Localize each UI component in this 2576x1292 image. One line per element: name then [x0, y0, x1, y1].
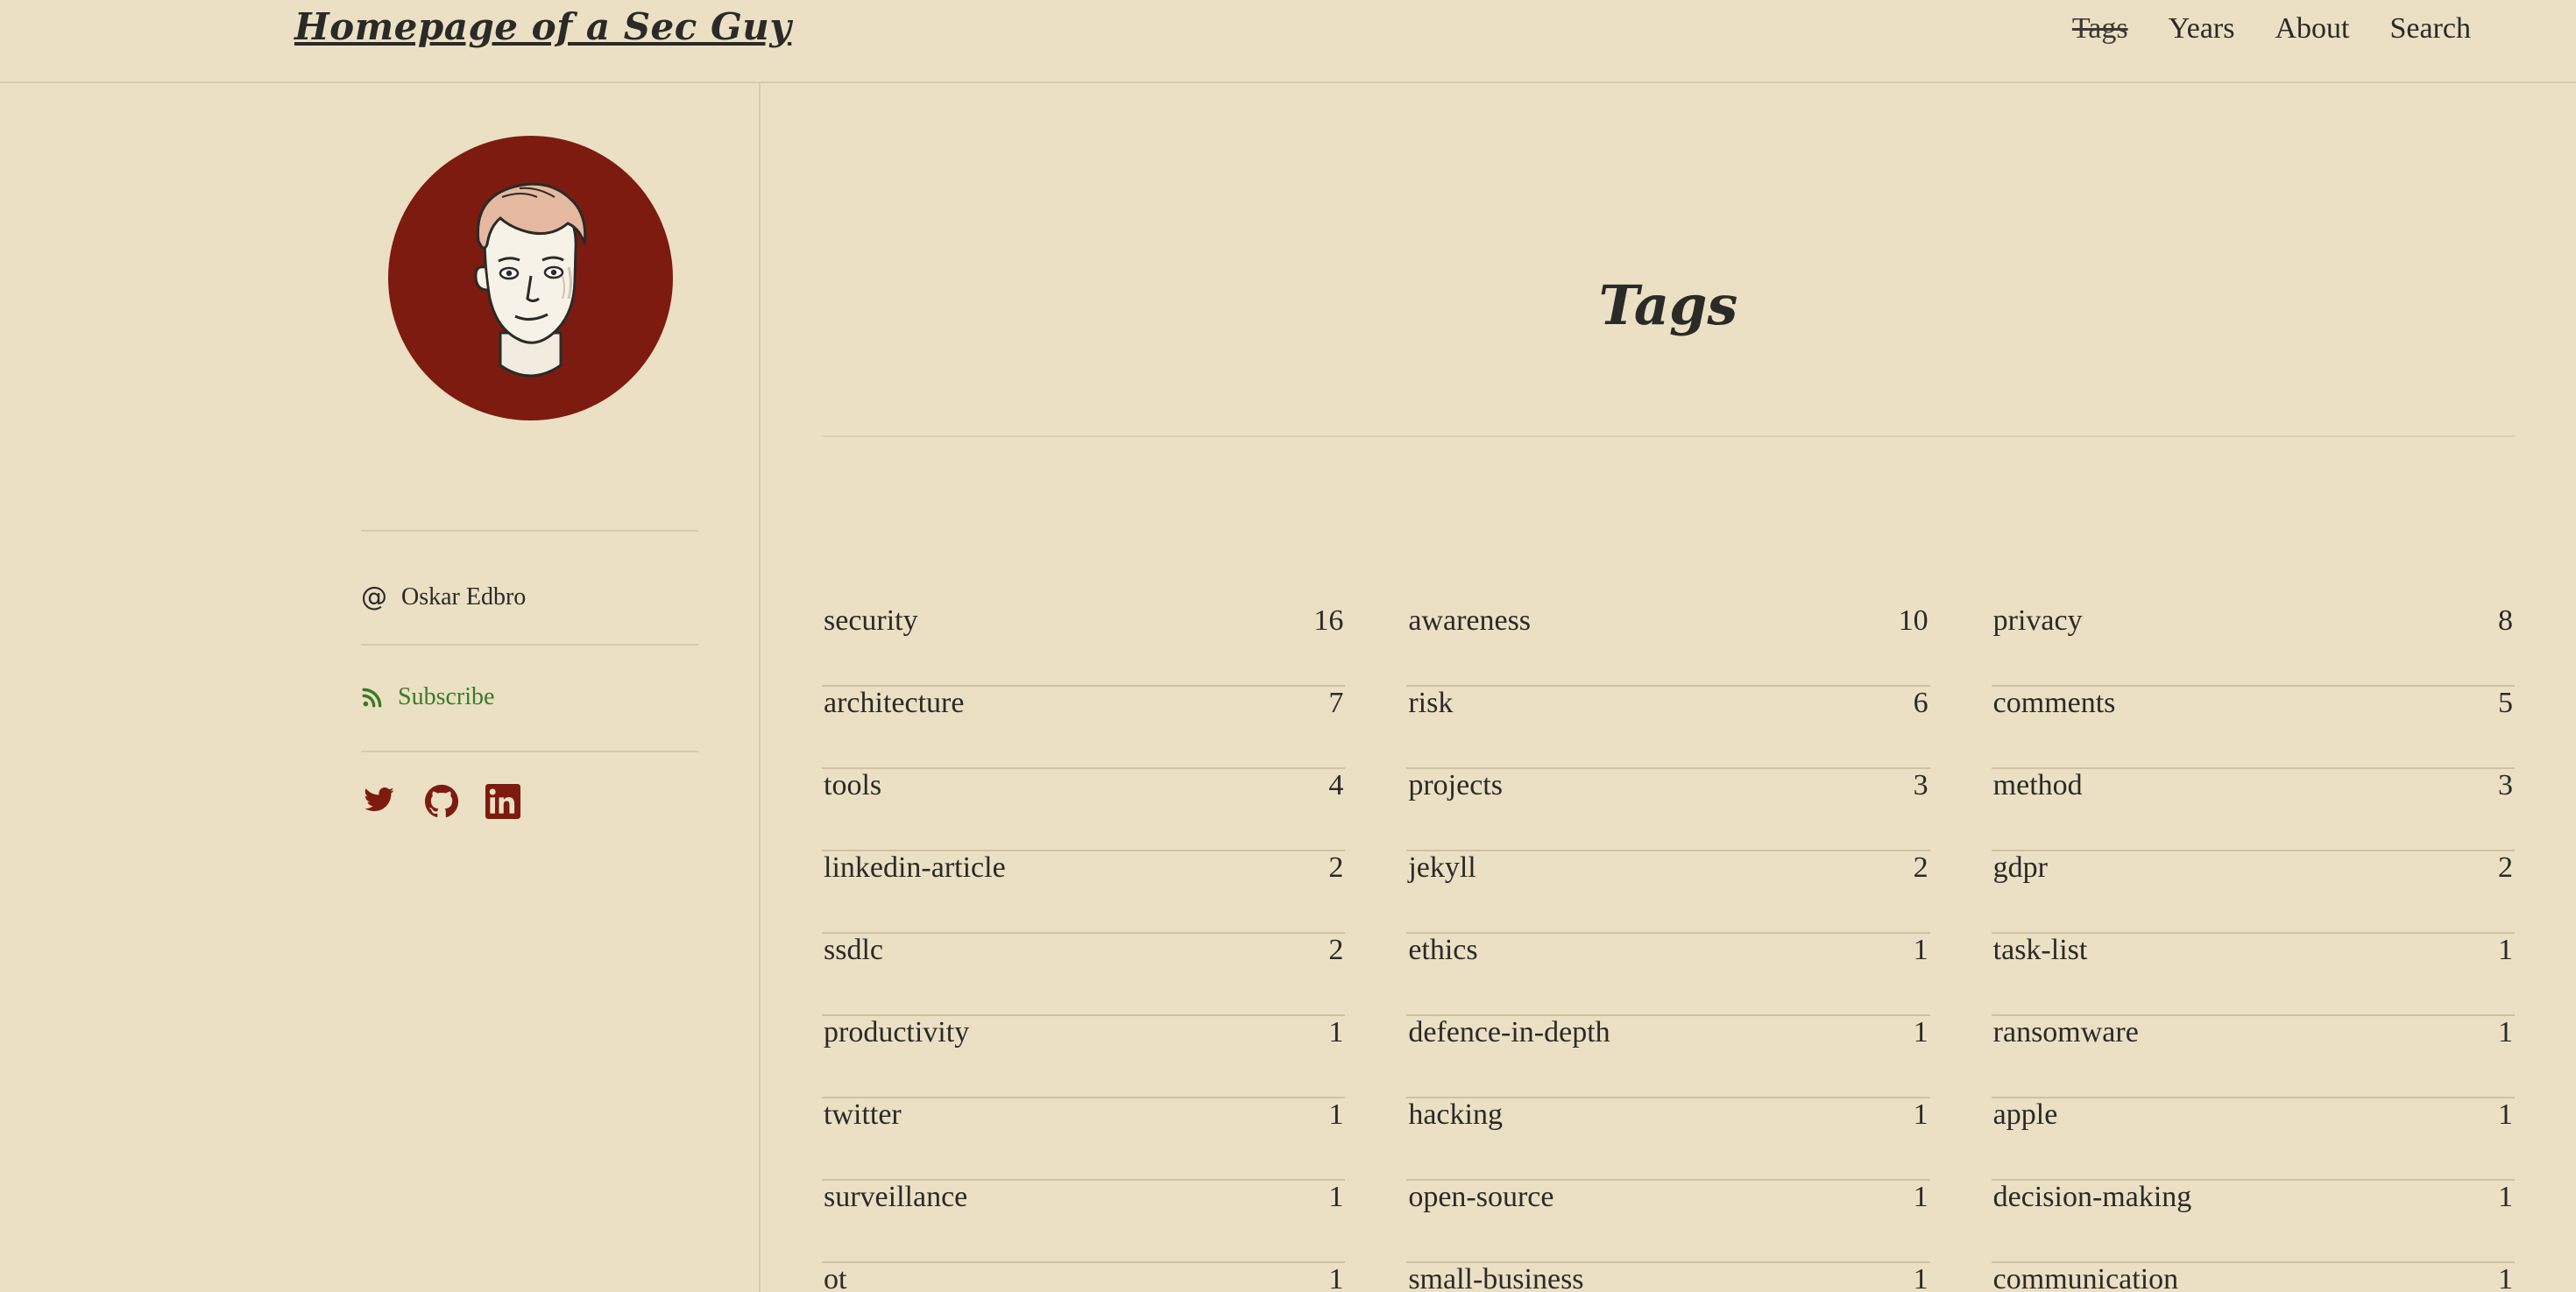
tag-count: 3 [1913, 769, 1928, 801]
subscribe-label: Subscribe [398, 683, 495, 710]
tag-name: linkedin-article [824, 851, 1006, 884]
tag-name: gdpr [1992, 851, 2048, 884]
tag-count: 1 [1913, 1016, 1928, 1048]
tag-count: 2 [1913, 851, 1928, 884]
main-content [761, 83, 2576, 1292]
tag-count: 4 [1328, 769, 1344, 801]
tag-name: hacking [1408, 1098, 1503, 1131]
tag-count: 1 [1328, 1181, 1344, 1213]
tag-count: 3 [2497, 769, 2513, 801]
tag-name: ssdlc [824, 934, 883, 966]
tag-count: 1 [1913, 1098, 1928, 1131]
tag-name: architecture [824, 687, 965, 719]
avatar-portrait [388, 136, 673, 420]
tag-count: 1 [1328, 1016, 1344, 1048]
tag-count: 2 [2497, 851, 2513, 884]
tag-grid [822, 604, 2515, 1292]
tag-count: 1 [1328, 1098, 1344, 1131]
tag-item[interactable] [1992, 851, 2515, 934]
tag-count: 10 [1898, 604, 1928, 637]
tag-item[interactable] [822, 1016, 1345, 1098]
tag-name: open-source [1408, 1181, 1554, 1213]
tag-count: 1 [1913, 1181, 1928, 1213]
tag-item[interactable] [1406, 934, 1929, 1016]
tag-item[interactable] [822, 769, 1345, 851]
tag-count: 1 [1913, 1263, 1928, 1292]
tag-item[interactable] [1406, 1098, 1929, 1181]
site-header [0, 0, 2576, 83]
tag-count: 1 [2497, 1181, 2513, 1213]
tag-item[interactable] [1406, 604, 1929, 687]
social-links [361, 784, 520, 819]
nav-link-about[interactable]: About [2275, 12, 2350, 45]
sidebar-divider-bottom [361, 751, 698, 752]
tag-name: awareness [1408, 604, 1532, 637]
tag-count: 2 [1328, 851, 1344, 884]
author-name: Oskar Edbro [401, 583, 527, 611]
tag-count: 2 [1328, 934, 1344, 966]
sidebar-divider-top [361, 530, 698, 532]
tag-item[interactable] [1992, 1098, 2515, 1181]
tag-name: method [1992, 769, 2083, 801]
content-divider [822, 435, 2515, 437]
rss-icon [361, 686, 384, 709]
tag-item[interactable] [1406, 1016, 1929, 1098]
tag-name: ot [824, 1263, 847, 1292]
tag-name: jekyll [1408, 851, 1476, 884]
tag-item[interactable] [1992, 1263, 2515, 1292]
tag-count: 1 [2497, 1016, 2513, 1048]
tag-name: security [824, 604, 918, 637]
tag-item[interactable] [1406, 1181, 1929, 1263]
tag-name: apple [1992, 1098, 2058, 1131]
tag-item[interactable] [1406, 769, 1929, 851]
subscribe-link[interactable] [361, 683, 494, 711]
twitter-icon[interactable] [361, 786, 398, 817]
tag-item[interactable] [822, 1098, 1345, 1181]
tag-name: decision-making [1992, 1181, 2192, 1213]
tag-count: 8 [2497, 604, 2513, 637]
tag-item[interactable] [822, 1181, 1345, 1263]
nav-link-tags[interactable]: Tags [2071, 12, 2128, 45]
tag-item[interactable] [1992, 604, 2515, 687]
avatar [388, 136, 673, 420]
tag-item[interactable] [1406, 1263, 1929, 1292]
tag-item[interactable] [822, 851, 1345, 934]
nav-link-search[interactable]: Search [2389, 12, 2471, 45]
sidebar-divider-middle [361, 644, 698, 646]
tag-count: 7 [1328, 687, 1344, 719]
tag-count: 1 [1913, 934, 1928, 966]
nav-link-years[interactable]: Years [2168, 12, 2235, 45]
tag-item[interactable] [1992, 1181, 2515, 1263]
page-body [0, 83, 2576, 1292]
linkedin-icon[interactable] [485, 784, 520, 819]
main-navigation [2072, 12, 2471, 46]
tag-item[interactable] [1992, 934, 2515, 1016]
tag-name: comments [1992, 687, 2116, 719]
tag-name: projects [1408, 769, 1503, 801]
tag-name: privacy [1992, 604, 2083, 637]
tag-name: tools [824, 769, 882, 801]
tag-name: surveillance [824, 1181, 968, 1213]
tag-count: 1 [2497, 1263, 2513, 1292]
tag-name: ethics [1408, 934, 1478, 966]
tag-count: 1 [1328, 1263, 1344, 1292]
tag-name: productivity [824, 1016, 970, 1048]
sidebar [0, 83, 761, 1292]
author-row [361, 583, 526, 611]
tag-name: ransomware [1992, 1016, 2139, 1048]
tag-item[interactable] [1992, 769, 2515, 851]
site-title[interactable]: Homepage of a Sec Guy [294, 5, 792, 48]
tag-name: communication [1992, 1263, 2179, 1292]
tag-name: risk [1408, 687, 1454, 719]
tag-count: 1 [2497, 934, 2513, 966]
tag-item[interactable] [1406, 687, 1929, 769]
tag-name: twitter [824, 1098, 902, 1131]
tag-name: defence-in-depth [1408, 1016, 1610, 1048]
tag-item[interactable] [822, 934, 1345, 1016]
tag-name: small-business [1408, 1263, 1584, 1292]
tag-name: task-list [1992, 934, 2088, 966]
tag-item[interactable] [1992, 687, 2515, 769]
tag-item[interactable] [1992, 1016, 2515, 1098]
tag-item[interactable] [1406, 851, 1929, 934]
tag-item[interactable] [822, 687, 1345, 769]
tag-count: 16 [1313, 604, 1344, 637]
at-icon: @ [361, 582, 387, 612]
tag-item[interactable] [822, 1263, 1345, 1292]
tag-item[interactable] [822, 604, 1345, 687]
tag-count: 5 [2497, 687, 2513, 719]
page-title: Tags [1598, 272, 1738, 337]
tag-count: 1 [2497, 1098, 2513, 1131]
tag-count: 6 [1913, 687, 1928, 719]
github-icon[interactable] [424, 784, 459, 819]
